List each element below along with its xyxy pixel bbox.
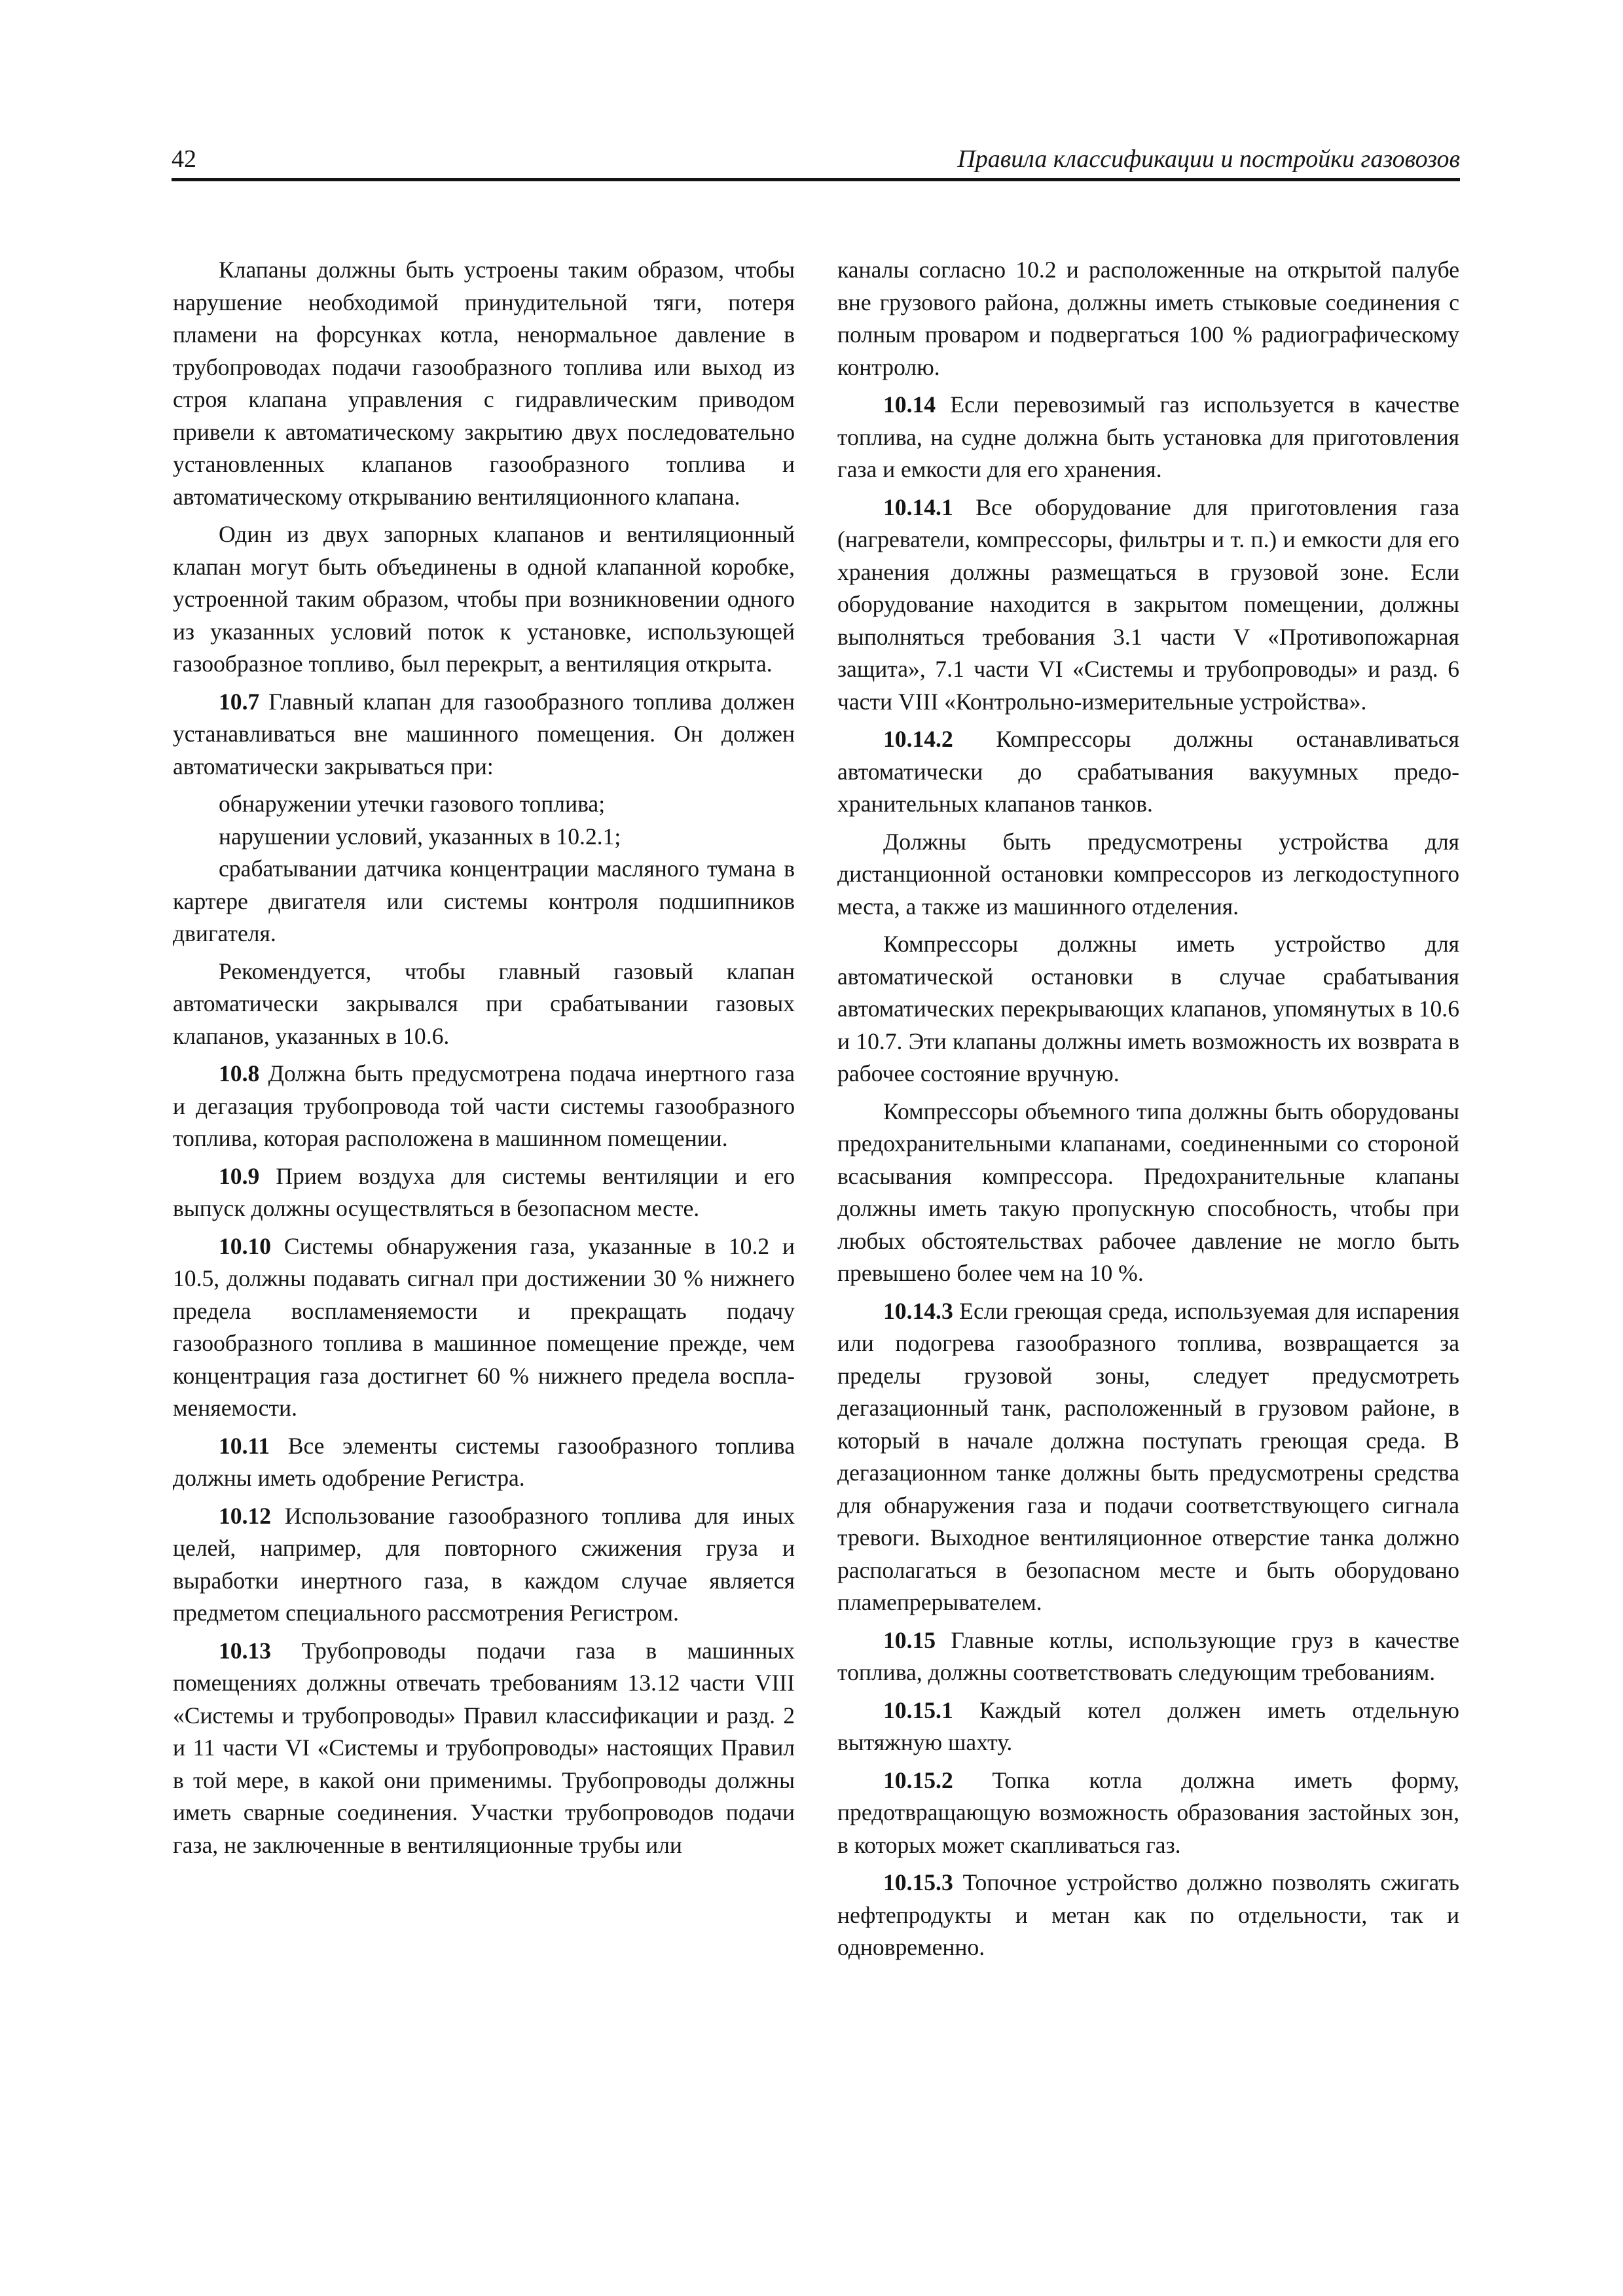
paragraph — [837, 1867, 1459, 1964]
paragraph — [173, 686, 795, 783]
section-number: 10.10 — [219, 1232, 272, 1259]
header-rule — [172, 178, 1460, 181]
paragraph-text: Если греющая среда, используемая для испарения или подогрева газообразного топлива, возвращается за пределы грузовой зоны, следует предусмотреть дегазационный танк, расположенный в грузовом районе, в который в начале должна поступать греющая среда. В дегазационном танке должны быть предусмотрены средства для обнаружения газа и подачи соответствующего сигнала тревоги. Выходное вентиляционное отверстие танка должно располагаться в безопасном месте и быть оборудовано пламепрерывателем. — [837, 1297, 1459, 1615]
list-item — [173, 821, 795, 853]
page-header — [172, 143, 1460, 179]
paragraph — [837, 1096, 1459, 1290]
paragraph-text: Если перевозимый газ используется в качестве топлива, на судне должна быть установка для приготовления газа и емкости для его хранения. — [837, 391, 1459, 482]
paragraph-text: Главный клапан для газообразного топлива должен устанавливаться вне машинного помещения. Он должен автоматически закрываться при: — [173, 688, 795, 780]
section-number: 10.7 — [219, 688, 260, 715]
section-number: 10.8 — [219, 1060, 260, 1086]
paragraph-text: Должна быть предусмотрена подача инертного газа и дегазация трубопровода той части системы газообразного топлива, которая расположена в машинном помещении. — [173, 1060, 795, 1151]
section-number: 10.9 — [219, 1162, 260, 1189]
paragraph-text: Топочное устройство должно позволять сжигать нефтепродукты и метан как по отдельности, так и одновременно. — [837, 1869, 1459, 1960]
page-number: 42 — [172, 145, 196, 173]
paragraph-text: Все элементы системы газообразного топлива должны иметь одобрение Регистра. — [173, 1432, 795, 1491]
paragraph — [173, 1500, 795, 1630]
paragraph — [837, 389, 1459, 486]
paragraph-text: Рекомендуется, чтобы главный газовый клапан автоматически закрывался при срабатывании газовых клапанов, указанных в 10.6. — [173, 958, 795, 1049]
paragraph — [837, 928, 1459, 1090]
list-item-text: обнаружении утечки газового топлива; — [219, 791, 606, 817]
paragraph — [837, 492, 1459, 719]
section-number: 10.13 — [219, 1637, 272, 1664]
list-item-text: срабатывании датчика концентрации масляного тумана в картере двигателя или системы контроля подшипников двигателя. — [173, 855, 795, 946]
section-number: 10.11 — [219, 1432, 270, 1459]
paragraph — [837, 826, 1459, 924]
paragraph-text: Использование газообразного топлива для иных целей, например, для повторного сжижения груза и выработки инертного газа, в каждом случае является предметом специального рассмотрения Регистром. — [173, 1502, 795, 1626]
section-number: 10.15 — [883, 1626, 936, 1653]
paragraph — [173, 1058, 795, 1155]
paragraph-text: Прием воздуха для системы вентиляции и его выпуск должны осуществляться в безопасном месте. — [173, 1162, 795, 1221]
paragraph-text: Главные котлы, использующие груз в качестве топлива, должны соответствовать следующим требованиям. — [837, 1626, 1459, 1685]
paragraph — [173, 1430, 795, 1495]
paragraph — [837, 723, 1459, 821]
paragraph — [837, 1295, 1459, 1619]
section-number: 10.14.1 — [883, 493, 953, 520]
section-number: 10.14 — [883, 391, 936, 418]
paragraph — [173, 254, 795, 513]
paragraph-text: Один из двух запорных клапанов и вентиляционный клапан могут быть объединены в одной клапанной коробке, устроенной таким образом, чтобы при возникновении одного из указанных условий поток к установке, использующей газообразное топливо, был перекрыт, а вентиляция открыта. — [173, 521, 795, 677]
list-item-text: нарушении условий, указанных в 10.2.1; — [219, 823, 621, 850]
paragraph-text: Трубопроводы подачи газа в машинных помещениях должны отвечать требованиям 13.12 части VIII «Системы и трубопроводы» Правил классификации и разд. 2 и 11 части VI «Системы и трубопроводы» настоящих Правил в той мере, в какой они применимы. Трубопроводы должны иметь сварные соединения. Участки трубопроводов подачи газа, не заключенные в вентиляционные трубы или — [173, 1637, 795, 1858]
list-item — [173, 788, 795, 821]
left-column — [173, 254, 795, 1867]
paragraph — [837, 1695, 1459, 1759]
running-title: Правила классификации и постройки газовозов — [957, 145, 1460, 173]
paragraph-text: Системы обнаружения газа, указанные в 10.2 и 10.5, должны подавать сигнал при достижении 30 % нижнего предела воспламеняемости и прекращать подачу газообразного топлива в машинное помещение прежде, чем концентрация газа достигнет 60 % нижнего предела воспламеняемости. — [173, 1232, 795, 1421]
section-number: 10.14.3 — [883, 1297, 953, 1324]
paragraph-text: Компрессоры объемного типа должны быть оборудованы предохранительными клапанами, соединенными со стороной всасывания компрессора. Предохранительные клапаны должны иметь такую пропускную способность, чтобы при любых обстоятельствах рабочее давление не могло быть превышено более чем на 10 %. — [837, 1098, 1459, 1286]
list-item — [173, 853, 795, 950]
paragraph-text: Компрессоры должны иметь устройство для автоматической остановки в случае срабатывания автоматических перекрывающих клапанов, упомянутых в 10.6 и 10.7. Эти клапаны должны иметь возможность их возврата в рабочее состояние вручную. — [837, 931, 1459, 1086]
paragraph — [173, 1635, 795, 1862]
paragraph — [837, 1765, 1459, 1862]
right-column — [837, 254, 1459, 1969]
section-number: 10.14.2 — [883, 726, 953, 752]
paragraph-text: Топка котла должна иметь форму, предотвращающую возможность образования застойных зон, в которых может скапливаться газ. — [837, 1767, 1459, 1858]
paragraph-text: Каждый котел должен иметь отдельную вытяжную шахту. — [837, 1696, 1459, 1755]
paragraph-text: Компрессоры должны останавливаться автоматически до срабатывания вакуумных предохранительных клапанов танков. — [837, 726, 1459, 817]
paragraph-text: Клапаны должны быть устроены таким образом, чтобы нарушение необходимой принудительной тяги, потеря пламени на форсунках котла, ненормальное давление в трубопроводах подачи газообразного топлива или выход из строя клапана управления с гидравлическим приводом привели к автоматическому закрытию двух последовательно установленных клапанов газообразного топлива и автоматическому открыванию вентиляционного клапана. — [173, 257, 795, 510]
section-number: 10.15.1 — [883, 1696, 953, 1723]
paragraph — [173, 1160, 795, 1225]
paragraph-text: каналы согласно 10.2 и расположенные на открытой палубе вне грузового района, должны иметь стыковые соединения с полным проваром и подвергаться 100 % радиографическому контролю. — [837, 257, 1459, 380]
paragraph — [837, 1624, 1459, 1689]
section-number: 10.15.2 — [883, 1767, 953, 1793]
paragraph — [173, 1230, 795, 1425]
section-number: 10.15.3 — [883, 1869, 953, 1895]
paragraph-text: Все оборудование для приготовления газа (нагреватели, компрессоры, фильтры и т. п.) и емкости для его хранения должны размещаться в грузовой зоне. Если оборудование находится в закрытом помещении, должны выполняться требования 3.1 части V «Противопожарная защита», 7.1 части VI «Системы и трубопроводы» и разд. 6 части VIII «Контрольно-измерительные устройства». — [837, 493, 1459, 715]
paragraph — [173, 956, 795, 1053]
paragraph-continuation — [837, 254, 1459, 384]
section-number: 10.12 — [219, 1502, 272, 1529]
paragraph — [173, 518, 795, 681]
paragraph-text: Должны быть предусмотрены устройства для дистанционной остановки компрессоров из легкодоступного места, а также из машинного отделения. — [837, 828, 1459, 920]
